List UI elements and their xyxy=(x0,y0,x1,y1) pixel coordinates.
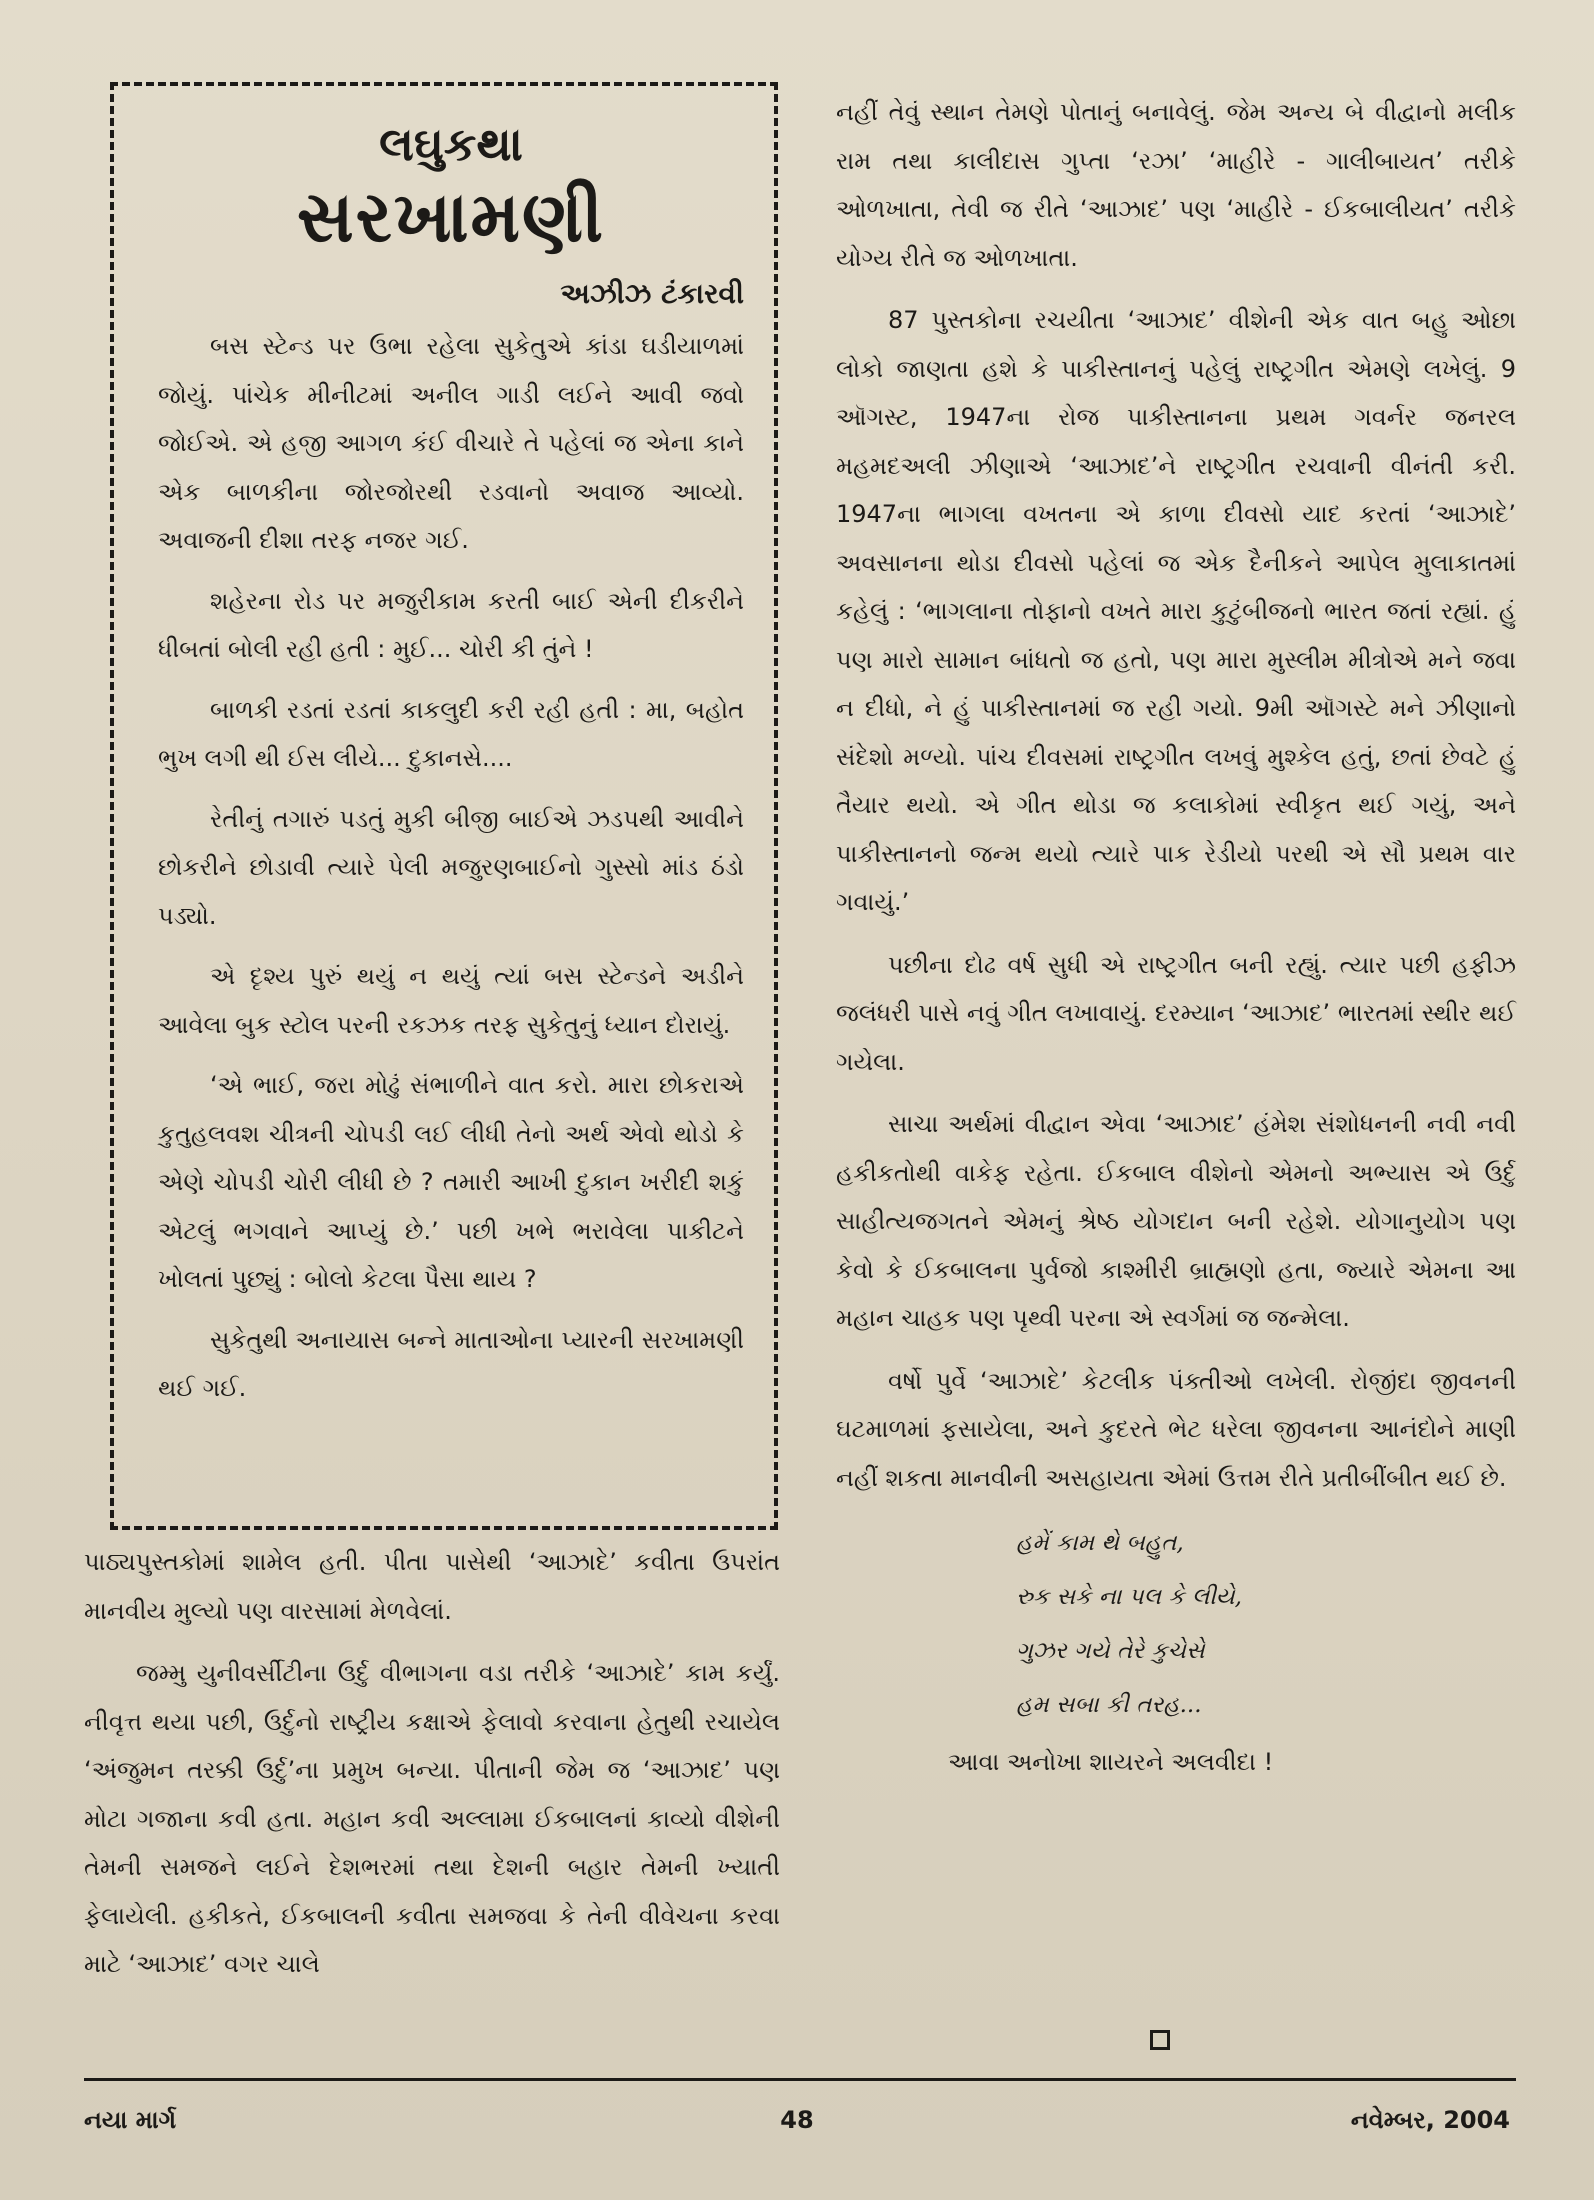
publication-name: નયા માર્ગ xyxy=(84,2106,177,2134)
verse-block xyxy=(836,1516,1516,1732)
story-paragraph: સુકેતુથી અનાયાસ બન્ને માતાઓના પ્યારની સરખામણી થઈ ગઈ. xyxy=(158,1325,744,1402)
article-paragraph: 87 પુસ્તકોના રચયીતા ‘આઝાદ’ વીશેની એક વાત બહુ ઓછા લોકો જાણતા હશે કે પાકીસ્તાનનું પહેલું રાષ્ટ્રગીત એમણે લખેલું. 9 ઑગસ્ટ, 1947ના રોજ પાકીસ્તાનના પ્રથમ ગવર્નર જનરલ મહમદઅલી ઝીણાએ ‘આઝાદ’ને રાષ્ટ્રગીત રચવાની વીનંતી કરી. 1947ના ભાગલા વખતના એ કાળા દીવસો યાદ કરતાં ‘આઝાદે’ અવસાનના થોડા દીવસો પહેલાં જ એક દૈનીકને આપેલ મુલાકાતમાં કહેલું : ‘ભાગલાના તોફાનો વખતે મારા કુટુંબીજનો ભારત જતાં રહ્યાં. હું પણ મારો સામાન બાંધતો જ હતો, પણ મારા મુસ્લીમ મીત્રોએ મને જવા ન દીધો, ને હું પાકીસ્તાનમાં જ રહી ગયો. 9મી ઑગસ્ટે મને ઝીણાનો સંદેશો મળ્યો. પાંચ દીવસમાં રાષ્ટ્રગીત લખવું મુશ્કેલ હતું, છતાં છેવટે હું તૈયાર થયો. એ ગીત થોડા જ કલાકોમાં સ્વીકૃત થઈ ગયું, અને પાકીસ્તાનનો જન્મ થયો ત્યારે પાક રેડીયો પરથી એ સૌ પ્રથમ વાર ગવાયું.’ xyxy=(836,306,1516,916)
article-paragraph: જમ્મુ યુનીવર્સીટીના ઉર્દુ વીભાગના વડા તરીકે ‘આઝાદે’ કામ કર્યું. નીવૃત્ત થયા પછી, ઉર્દુનો રાષ્ટ્રીય કક્ષાએ ફેલાવો કરવાના હેતુથી રચાયેલ ‘અંજુમન તરક્કી ઉર્દુ’ના પ્રમુખ બન્યા. પીતાની જેમ જ ‘આઝાદ’ પણ મોટા ગજાના કવી હતા. મહાન કવી અલ્લામા ઈકબાલનાં કાવ્યો વીશેની તેમની સમજને લઈને દેશભરમાં તથા દેશની બહાર તેમની ખ્યાતી ફેલાયેલી. હકીકતે, ઈકબાલની કવીતા સમજવા કે તેની વીવેચના કરવા માટે ‘આઝાદ’ વગર ચાલે xyxy=(84,1659,780,1978)
story-body xyxy=(158,322,744,1413)
article-left-column xyxy=(84,1538,780,2003)
story-paragraph: રેતીનું તગારું પડતું મુકી બીજી બાઈએ ઝડપથી આવીને છોકરીને છોડાવી ત્યારે પેલી મજુરણબાઈનો ગુસ્સો માંડ ઠંડો પડ્યો. xyxy=(158,804,744,930)
footer-rule xyxy=(84,2078,1516,2081)
article-paragraph: નહીં તેવું સ્થાન તેમણે પોતાનું બનાવેલું. જેમ અન્ય બે વીદ્વાનો મલીક રામ તથા કાલીદાસ ગુપ્તા ‘રઝા’ ‘માહીરે - ગાલીબાયત’ તરીકે ઓળખાતા, તેવી જ રીતે ‘આઝાદ’ પણ ‘માહીરે - ઈકબાલીયત’ તરીકે યોગ્ય રીતે જ ઓળખાતા. xyxy=(836,98,1516,272)
story-kicker: લઘુકથા xyxy=(379,117,523,171)
article-paragraph: સાચા અર્થમાં વીદ્વાન એવા ‘આઝાદ’ હંમેશ સંશોધનની નવી નવી હકીકતોથી વાકેફ રહેતા. ઈકબાલ વીશેનો એમનો અભ્યાસ એ ઉર્દુ સાહીત્યજગતને એમનું શ્રેષ્ઠ યોગદાન બની રહેશે. યોગાનુયોગ પણ કેવો કે ઈકબાલના પુર્વજો કાશ્મીરી બ્રાહ્મણો હતા, જ્યારે એમના આ મહાન ચાહક પણ પૃથ્વી પરના એ સ્વર્ગમાં જ જન્મેલા. xyxy=(836,1110,1516,1332)
story-author: અઝીઝ ટંકારવી xyxy=(560,277,744,310)
farewell-line: આવા અનોખા શાયરને અલવીદા ! xyxy=(948,1748,1274,1776)
story-paragraph: શહેરના રોડ પર મજુરીકામ કરતી બાઈ એની દીકરીને ધીબતાં બોલી રહી હતી : મુઈ... ચોરી કી તુંને ! xyxy=(158,586,744,663)
issue-date: નવેમ્બર, 2004 xyxy=(1350,2106,1510,2134)
verse-line: હમ સબા કી તરહ... xyxy=(1016,1692,1202,1718)
verse-line: રુક સકે ના પલ કે લીયે, xyxy=(1016,1584,1242,1610)
page-number: 48 xyxy=(780,2106,814,2134)
end-square-icon xyxy=(1150,2030,1170,2050)
story-paragraph: ‘એ ભાઈ, જરા મોઢું સંભાળીને વાત કરો. મારા છોકરાએ કુતુહલવશ ચીત્રની ચોપડી લઈ લીધી તેનો અર્થ એવો થોડો કે એણે ચોપડી ચોરી લીધી છે ? તમારી આખી દુકાન ખરીદી શકું એટલું ભગવાને આપ્યું છે.’ પછી ખભે ભરાવેલા પાકીટને ખોલતાં પુછ્યું : બોલો કેટલા પૈસા થાય ? xyxy=(158,1071,744,1293)
article-paragraph: પાઠ્યપુસ્તકોમાં શામેલ હતી. પીતા પાસેથી ‘આઝાદે’ કવીતા ઉપરાંત માનવીય મુલ્યો પણ વારસામાં મેળવેલાં. xyxy=(84,1548,780,1625)
short-story-box xyxy=(110,82,778,1530)
article-right-column xyxy=(836,88,1516,1801)
story-paragraph: બસ સ્ટેન્ડ પર ઉભા રહેલા સુકેતુએ કાંડા ઘડીયાળમાં જોયું. પાંચેક મીનીટમાં અનીલ ગાડી લઈને આવી જવો જોઈએ. એ હજી આગળ કંઈ વીચારે તે પહેલાં જ એના કાને એક બાળકીના જોરજોરથી રડવાનો અવાજ આવ્યો. અવાજની દીશા તરફ નજર ગઈ. xyxy=(158,332,744,554)
story-paragraph: એ દૃશ્ય પુરું થયું ન થયું ત્યાં બસ સ્ટેન્ડને અડીને આવેલા બુક સ્ટોલ પરની રકઝક તરફ સુકેતુનું ધ્યાન દોરાયું. xyxy=(158,962,744,1039)
verse-line: ગુઝર ગયે તેરે કુચેસે xyxy=(1016,1638,1205,1664)
verse-line: હમેં કામ થે બહુત, xyxy=(1016,1530,1184,1556)
story-paragraph: બાળકી રડતાં રડતાં કાકલુદી કરી રહી હતી : મા, બહોત ભુખ લગી થી ઈસ લીયે... દુકાનસે.... xyxy=(158,695,744,772)
story-title: સરખામણી xyxy=(296,176,606,258)
article-paragraph: પછીના દોઢ વર્ષ સુધી એ રાષ્ટ્રગીત બની રહ્યું. ત્યાર પછી હફીઝ જલંધરી પાસે નવું ગીત લખાવાયું. દરમ્યાન ‘આઝાદ’ ભારતમાં સ્થીર થઈ ગયેલા. xyxy=(836,950,1516,1076)
article-paragraph: વર્ષો પુર્વે ‘આઝાદે’ કેટલીક પંક્તીઓ લખેલી. રોજીંદા જીવનની ઘટમાળમાં ફસાયેલા, અને કુદરતે ભેટ ધરેલા જીવનના આનંદોને માણી નહીં શકતા માનવીની અસહાયતા એમાં ઉત્તમ રીતે પ્રતીબીંબીત થઈ છે. xyxy=(836,1366,1516,1492)
